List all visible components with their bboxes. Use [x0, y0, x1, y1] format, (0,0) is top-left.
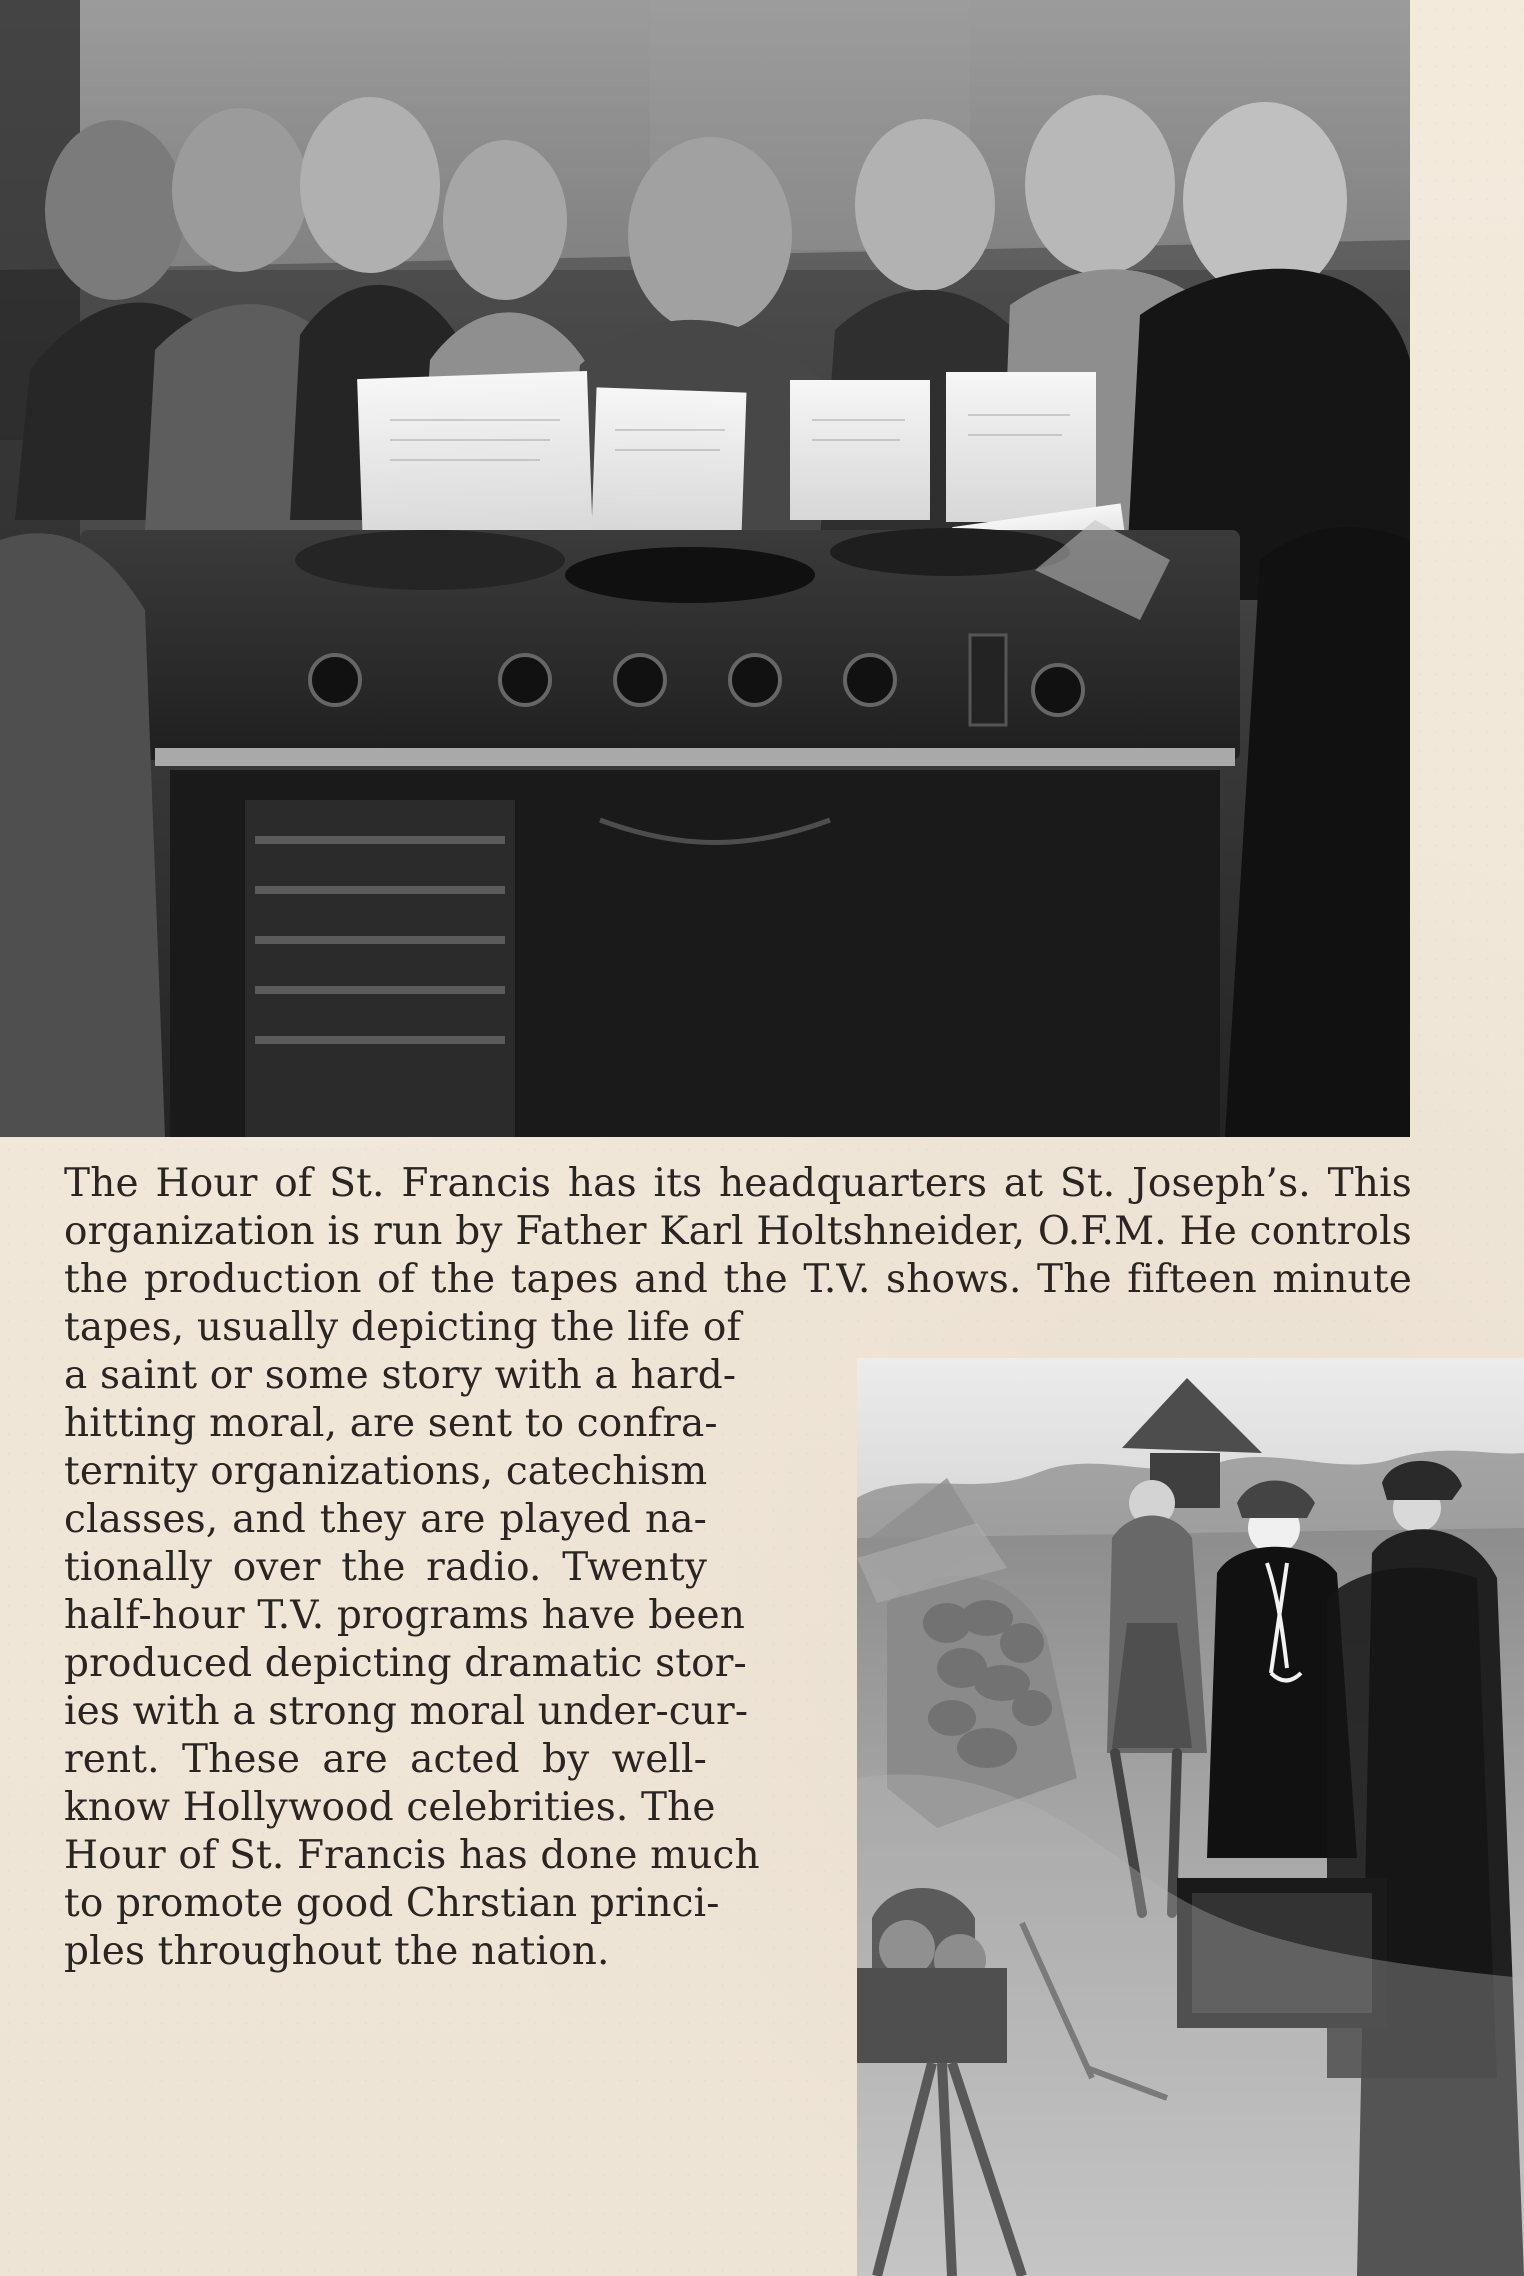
body-line-8: produced depicting dramatic stor- [64, 1641, 747, 1686]
body-line-14: ples throughout the nation. [64, 1929, 610, 1974]
caption-line-1: The Hour of St. Francis has its headquarters at St. Joseph’s. This [64, 1161, 1412, 1206]
body-line-13: to promote good Chrstian princi- [64, 1881, 720, 1926]
film-set-photo [857, 1358, 1524, 2276]
body-line-7: half-hour T.V. programs have been [64, 1593, 746, 1638]
body-line-1: tapes, usually depicting the life of [64, 1305, 742, 1350]
body-line-11: know Hollywood celebrities. The [64, 1785, 716, 1830]
studio-photo [0, 0, 1410, 1137]
body-line-10: rent. These are acted by well- [64, 1737, 707, 1782]
caption-line-3: the production of the tapes and the T.V. shows. The fifteen minute [64, 1257, 1412, 1302]
body-line-3: hitting moral, are sent to confra- [64, 1401, 718, 1446]
body-line-6: tionally over the radio. Twenty [64, 1545, 707, 1590]
caption-line-2: organization is run by Father Karl Holtshneider, O.F.M. He controls [64, 1209, 1412, 1254]
body-line-4: ternity organizations, catechism [64, 1449, 708, 1494]
body-line-2: a saint or some story with a hard- [64, 1353, 737, 1398]
caption-top [64, 1160, 1412, 1304]
caption-body [64, 1304, 760, 1976]
body-line-9: ies with a strong moral under-cur- [64, 1689, 749, 1734]
film-set-photo-illustration [857, 1358, 1524, 2276]
body-line-12: Hour of St. Francis has done much [64, 1833, 760, 1878]
body-line-5: classes, and they are played na- [64, 1497, 707, 1542]
studio-photo-illustration [0, 0, 1410, 1137]
